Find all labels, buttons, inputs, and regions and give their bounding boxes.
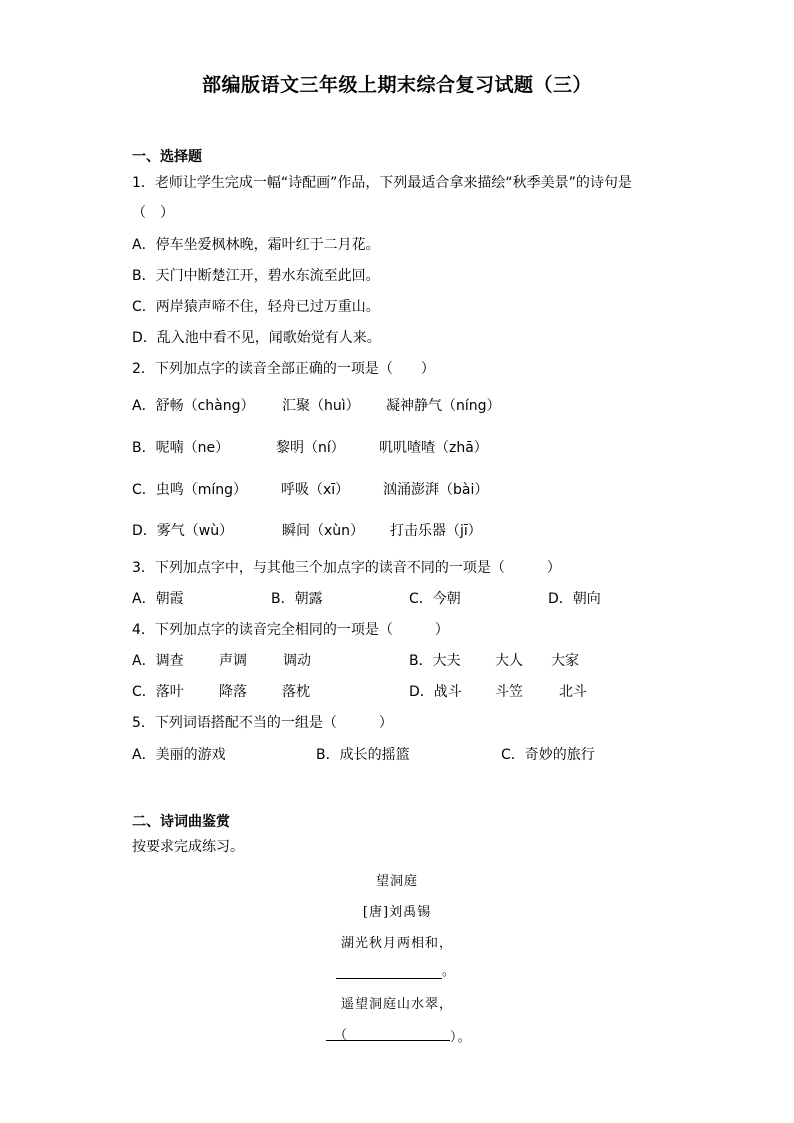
q3-option-c[interactable]: C．今朝 [409, 591, 461, 607]
q4-stem: 4．下列加点字的读音完全相同的一项是（ ） [132, 622, 449, 638]
q2-option-d-word3: 打击乐器（jī） [390, 523, 482, 539]
q1-option-d[interactable]: D．乱入池中看不见，闻歌始觉有人来。 [132, 330, 381, 346]
poem-line4-close: ）。 [450, 1030, 472, 1045]
q2-option-d-word2: 瞬间（xùn） [282, 523, 365, 539]
q2-option-c-word2: 呼吸（xī） [281, 482, 350, 498]
q2-option-b-word2: 黎明（ní） [276, 440, 345, 456]
q2-option-b-word3: 叽叽喳喳（zhā） [379, 440, 488, 456]
q4-option-d-word3: 北斗 [559, 684, 587, 700]
section1-heading: 一、选择题 [132, 149, 202, 165]
q4-option-b-word2: 大人 [495, 653, 523, 669]
q1-option-a[interactable]: A．停车坐爱枫林晚，霜叶红于二月花。 [132, 237, 380, 253]
q5-option-a[interactable]: A．美丽的游戏 [132, 747, 226, 763]
q1-stem-line1: 1．老师让学生完成一幅“诗配画”作品，下列最适合拿来描绘“秋季美景”的诗句是 [132, 175, 632, 191]
q4-option-b-word3: 大家 [551, 653, 579, 669]
poem-line4 [326, 1024, 472, 1045]
q4-option-c-word3: 落枕 [282, 684, 310, 700]
section2-heading: 二、诗词曲鉴赏 [132, 814, 230, 830]
q2-option-a-word3: 凝神静气（níng） [386, 398, 501, 414]
poem-author: [唐]刘禹锡 [362, 905, 432, 920]
q4-option-b[interactable]: B．大夫 [409, 653, 461, 669]
poem-line4-blank[interactable] [326, 1024, 450, 1041]
q1-stem-line2: （ ） [132, 205, 174, 221]
q2-option-c[interactable]: C．虫鸣（míng） [132, 482, 248, 498]
q4-option-a-word2: 声调 [219, 653, 247, 669]
q4-option-c[interactable]: C．落叶 [132, 684, 184, 700]
q2-option-c-word3: 汹涌澎湃（bài） [383, 482, 489, 498]
q4-option-a-word3: 调动 [283, 653, 311, 669]
poem-line4-open-paren: （ [334, 1028, 349, 1043]
q4-option-d-word2: 斗笠 [495, 684, 523, 700]
q1-option-c[interactable]: C．两岸猿声啼不住，轻舟已过万重山。 [132, 299, 380, 315]
poem-line2-blank[interactable] [336, 964, 442, 979]
q4-option-c-word2: 降落 [219, 684, 247, 700]
page-title: 部编版语文三年级上期末综合复习试题（三） [201, 74, 592, 96]
poem-title: 望洞庭 [375, 874, 418, 889]
q3-stem: 3．下列加点字中，与其他三个加点字的读音不同的一项是（ ） [132, 560, 561, 576]
poem-line2-end: 。 [442, 964, 457, 979]
q4-option-d[interactable]: D．战斗 [409, 684, 462, 700]
q5-stem: 5．下列词语搭配不当的一组是（ ） [132, 715, 393, 731]
poem-line3: 遥望洞庭山水翠， [340, 997, 453, 1012]
q5-option-c[interactable]: C．奇妙的旅行 [501, 747, 595, 763]
q2-option-a[interactable]: A．舒畅（chàng） [132, 398, 255, 414]
poem-line2 [336, 960, 456, 979]
q4-option-a[interactable]: A．调查 [132, 653, 184, 669]
q2-option-d[interactable]: D．雾气（wù） [132, 523, 234, 539]
q3-option-a[interactable]: A．朝霞 [132, 591, 184, 607]
q5-option-b[interactable]: B．成长的摇篮 [316, 747, 410, 763]
q3-option-b[interactable]: B．朝露 [271, 591, 323, 607]
q2-stem: 2．下列加点字的读音全部正确的一项是（ ） [132, 361, 435, 377]
poem-line1: 湖光秋月两相和， [340, 936, 453, 951]
q2-option-a-word2: 汇聚（huì） [282, 398, 360, 414]
q3-option-d[interactable]: D．朝向 [548, 591, 601, 607]
q2-option-b[interactable]: B．呢喃（ne） [132, 440, 230, 456]
q1-option-b[interactable]: B．天门中断楚江开，碧水东流至此回。 [132, 268, 380, 284]
section2-instruction: 按要求完成练习。 [132, 839, 244, 855]
